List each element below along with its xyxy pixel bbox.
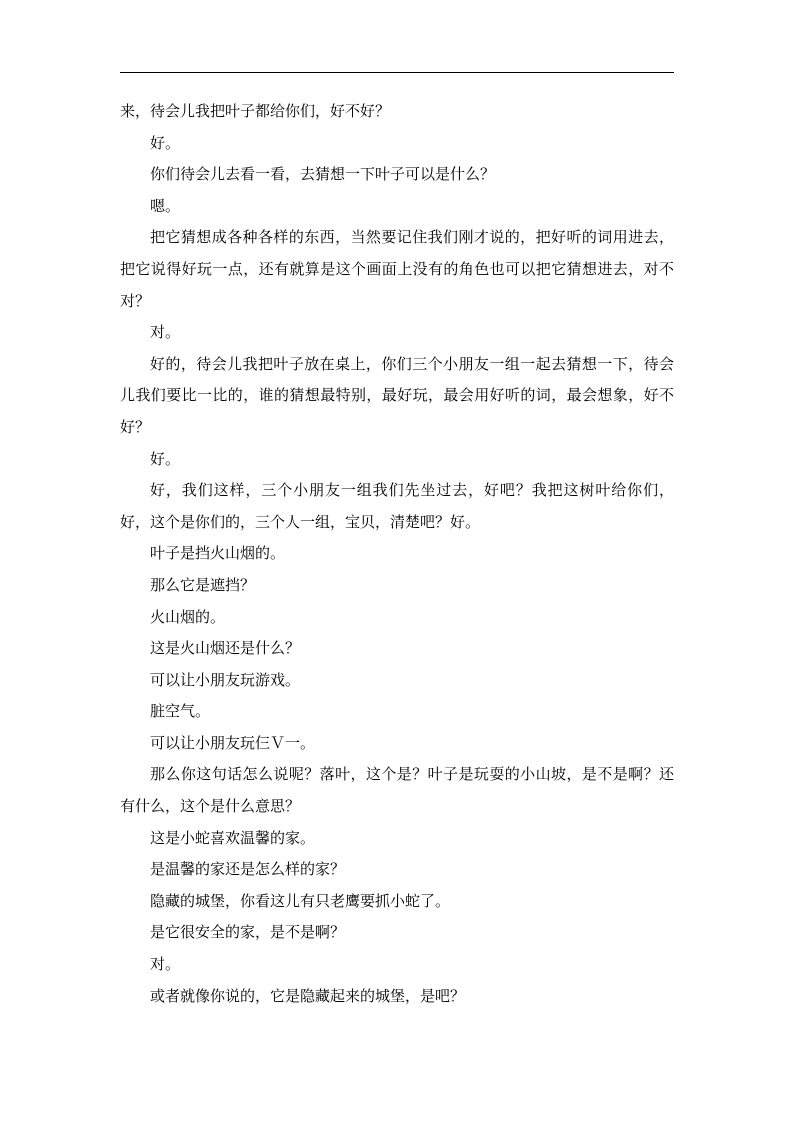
- paragraph: 隐藏的城堡，你看这儿有只老鹰要抓小蛇了。: [150, 891, 451, 910]
- paragraph: 你们待会儿去看一看，去猜想一下叶子可以是什么？: [150, 165, 496, 184]
- paragraph: 这是火山烟还是什么？: [150, 639, 301, 658]
- paragraph: 脏空气。: [150, 702, 211, 721]
- paragraph: 把它猜想成各种各样的东西，当然要记住我们刚才说的，把好听的词用进去，把它说得好玩一点，还有就算是这个画面上没有的角色也可以把它猜想进去，对不对？: [120, 228, 674, 310]
- paragraph: 是它很安全的家，是不是啊？: [150, 923, 346, 942]
- paragraph: 嗯。: [150, 196, 181, 215]
- paragraph: 火山烟的。: [150, 607, 226, 626]
- paragraph: 可以让小朋友玩仨Ｖ一。: [150, 733, 316, 752]
- paragraph: 那么它是遮挡？: [150, 575, 256, 594]
- paragraph: 好，我们这样，三个小朋友一组我们先坐过去，好吧？我把这树叶给你们，好，这个是你们的，三个人一组，宝贝，清楚吧？好。: [120, 481, 674, 531]
- paragraph: 好的，待会儿我把叶子放在桌上，你们三个小朋友一组一起去猜想一下，待会儿我们要比一比的，谁的猜想最特别，最好玩，最会用好听的词，最会想象，好不好？: [120, 354, 674, 436]
- paragraph: 对。: [150, 323, 181, 342]
- paragraph: 好。: [150, 133, 181, 152]
- paragraph: 这是小蛇喜欢温馨的家。: [150, 828, 316, 847]
- paragraph: 来，待会儿我把叶子都给你们，好不好？: [120, 102, 391, 120]
- header-rule: [120, 72, 674, 73]
- paragraph: 好。: [150, 449, 181, 468]
- paragraph: 可以让小朋友玩游戏。: [150, 670, 301, 689]
- document-body: [120, 96, 674, 1012]
- paragraph: 对。: [150, 955, 181, 974]
- paragraph: 叶子是挡火山烟的。: [150, 544, 286, 563]
- paragraph: 那么你这句话怎么说呢？落叶，这个是？叶子是玩耍的小山坡，是不是啊？还有什么，这个是什么意思？: [120, 765, 674, 816]
- paragraph: 是温馨的家还是怎么样的家？: [150, 860, 346, 879]
- paragraph: 或者就像你说的，它是隐藏起来的城堡，是吧？: [150, 986, 466, 1005]
